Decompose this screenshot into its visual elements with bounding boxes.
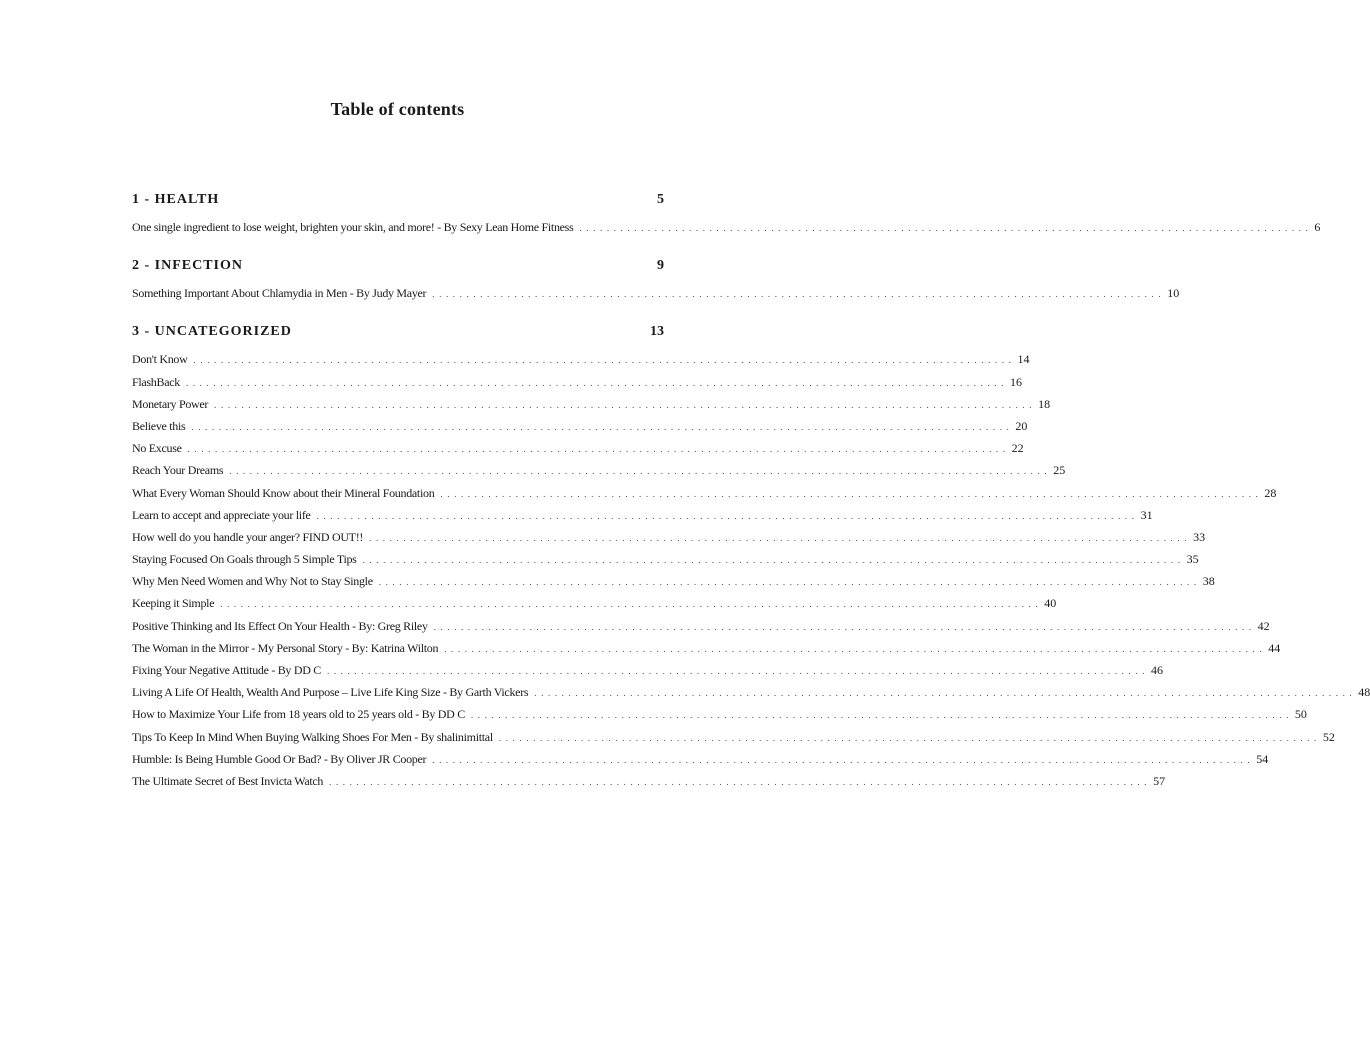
entry-page-number: 54 <box>1256 751 1269 766</box>
entry-label: No Excuse <box>132 441 182 456</box>
toc-entry[interactable] <box>132 615 1270 637</box>
page-title: Table of contents <box>330 99 465 119</box>
dot-leader: ........................................................................................................................ <box>369 532 1192 543</box>
toc-entry[interactable] <box>132 659 1163 681</box>
toc-entry[interactable] <box>132 526 1206 548</box>
dot-leader: ........................................................................................................................ <box>187 444 1010 455</box>
dot-leader: ........................................................................................................... <box>432 289 1166 300</box>
entry-page-number: 38 <box>1202 574 1215 589</box>
entry-page-number: 28 <box>1264 485 1277 500</box>
entry-label: Believe this <box>132 418 186 433</box>
entry-label: Reach Your Dreams <box>132 463 224 478</box>
table-of-contents <box>132 192 1370 792</box>
entry-page-number: 6 <box>1314 220 1321 234</box>
toc-entry[interactable] <box>132 371 1022 393</box>
entry-label: Staying Focused On Goals through 5 Simple Tips <box>132 552 357 567</box>
toc-entry[interactable] <box>132 415 1028 437</box>
toc-entry[interactable] <box>132 437 1024 459</box>
entry-page-number: 46 <box>1150 663 1163 677</box>
dot-leader: ........................................................................................................................ <box>193 355 1016 366</box>
dot-leader: ........................................................................................................................ <box>329 776 1152 787</box>
entry-page-number: 22 <box>1011 441 1024 456</box>
dot-leader: ........................................................................................................................ <box>220 599 1043 610</box>
dot-leader: ........................................................................................................................ <box>326 666 1149 676</box>
entry-label: Learn to accept and appreciate your life <box>132 507 311 522</box>
toc-entry[interactable] <box>132 504 1153 526</box>
entry-page-number: 14 <box>1017 352 1030 367</box>
dot-leader: ........................................................................................................................ <box>433 621 1256 632</box>
entry-page-number: 48 <box>1358 685 1370 700</box>
entry-page-number: 25 <box>1053 463 1066 478</box>
dot-leader: ........................................................................................................................ <box>432 754 1255 765</box>
dot-leader: ........................................................................................................................ <box>191 421 1014 432</box>
toc-entry[interactable] <box>132 393 1051 415</box>
entry-label: The Woman in the Mirror - My Personal Story - By: Katrina Wilton <box>132 640 439 655</box>
entry-page-number: 20 <box>1015 418 1028 433</box>
entry-label: Why Men Need Women and Why Not to Stay Single <box>132 574 373 589</box>
entry-page-number: 31 <box>1140 507 1153 522</box>
dot-leader: ........................................................................................................................ <box>214 399 1037 410</box>
entry-label: Fixing Your Negative Attitude - By DD C <box>132 663 321 677</box>
entry-label: One single ingredient to lose weight, brighten your skin, and more! - By Sexy Lean Home Fitness <box>132 220 574 234</box>
dot-leader: ........................................................................................................................ <box>229 466 1052 477</box>
toc-entry[interactable] <box>132 770 1166 792</box>
chapter-page-number: 9 <box>657 258 664 274</box>
entry-page-number: 18 <box>1038 396 1051 411</box>
toc-entry[interactable] <box>132 726 1335 748</box>
toc-entry[interactable] <box>132 348 1030 370</box>
entry-label: Living A Life Of Health, Wealth And Purpose – Live Life King Size - By Garth Vickers <box>132 685 529 700</box>
chapter-entries-uncategorized <box>132 348 1370 792</box>
entry-page-number: 33 <box>1193 529 1206 544</box>
entry-page-number: 57 <box>1153 773 1166 788</box>
toc-entry[interactable] <box>132 748 1269 770</box>
chapter-label: 1 - HEALTH <box>132 192 220 207</box>
entry-page-number: 44 <box>1268 640 1281 655</box>
entry-label: Something Important About Chlamydia in Men - By Judy Mayer <box>132 286 427 301</box>
entry-label: FlashBack <box>132 374 180 389</box>
toc-entry[interactable] <box>132 703 1307 725</box>
chapter-heading-infection[interactable] <box>132 258 664 282</box>
dot-leader: ........................................................................................................................ <box>470 710 1293 721</box>
toc-entry[interactable] <box>132 482 1277 504</box>
entry-label: What Every Woman Should Know about their Mineral Foundation <box>132 485 435 500</box>
dot-leader: ........................................................................................................................ <box>440 488 1263 499</box>
toc-entry[interactable] <box>132 637 1281 659</box>
toc-entry[interactable] <box>132 681 1370 703</box>
entry-label: Tips To Keep In Mind When Buying Walking Shoes For Men - By shalinimittal <box>132 729 493 744</box>
entry-page-number: 16 <box>1009 374 1022 389</box>
dot-leader: ........................................................................................................................ <box>362 555 1185 566</box>
toc-entry[interactable] <box>132 282 1180 304</box>
toc-entry[interactable] <box>132 570 1215 592</box>
toc-entry[interactable] <box>132 216 1321 238</box>
toc-entry[interactable] <box>132 592 1057 614</box>
chapter-heading-uncategorized[interactable] <box>132 324 664 348</box>
entry-page-number: 40 <box>1044 596 1057 611</box>
entry-label: How well do you handle your anger? FIND OUT!! <box>132 529 364 544</box>
dot-leader: ........................................................................................................... <box>579 223 1313 233</box>
entry-label: Monetary Power <box>132 396 209 411</box>
dot-leader: ........................................................................................................................ <box>378 577 1201 588</box>
toc-entry[interactable] <box>132 548 1199 570</box>
dot-leader: ........................................................................................................................ <box>185 377 1008 388</box>
chapter-label: 3 - UNCATEGORIZED <box>132 324 292 340</box>
chapter-page-number: 5 <box>657 192 664 207</box>
chapter-heading-health[interactable] <box>132 192 664 216</box>
dot-leader: ........................................................................................................................ <box>316 510 1139 521</box>
toc-entry[interactable] <box>132 459 1066 481</box>
entry-label: Keeping it Simple <box>132 596 215 611</box>
entry-page-number: 35 <box>1186 552 1199 567</box>
entry-label: The Ultimate Secret of Best Invicta Watch <box>132 773 324 788</box>
entry-page-number: 52 <box>1322 729 1335 744</box>
entry-page-number: 10 <box>1167 286 1180 301</box>
entry-label: How to Maximize Your Life from 18 years old to 25 years old - By DD C <box>132 707 465 722</box>
entry-page-number: 42 <box>1257 618 1270 633</box>
dot-leader: ........................................................................................................................ <box>498 732 1321 743</box>
chapter-page-number: 13 <box>650 324 664 340</box>
entry-label: Positive Thinking and Its Effect On Your Health - By: Greg Riley <box>132 618 428 633</box>
chapter-label: 2 - INFECTION <box>132 258 244 274</box>
dot-leader: ........................................................................................................................ <box>444 643 1267 654</box>
entry-page-number: 50 <box>1294 707 1307 722</box>
dot-leader: ........................................................................................................................ <box>534 688 1357 699</box>
entry-label: Humble: Is Being Humble Good Or Bad? - By Oliver JR Cooper <box>132 751 427 766</box>
entry-label: Don't Know <box>132 352 188 367</box>
